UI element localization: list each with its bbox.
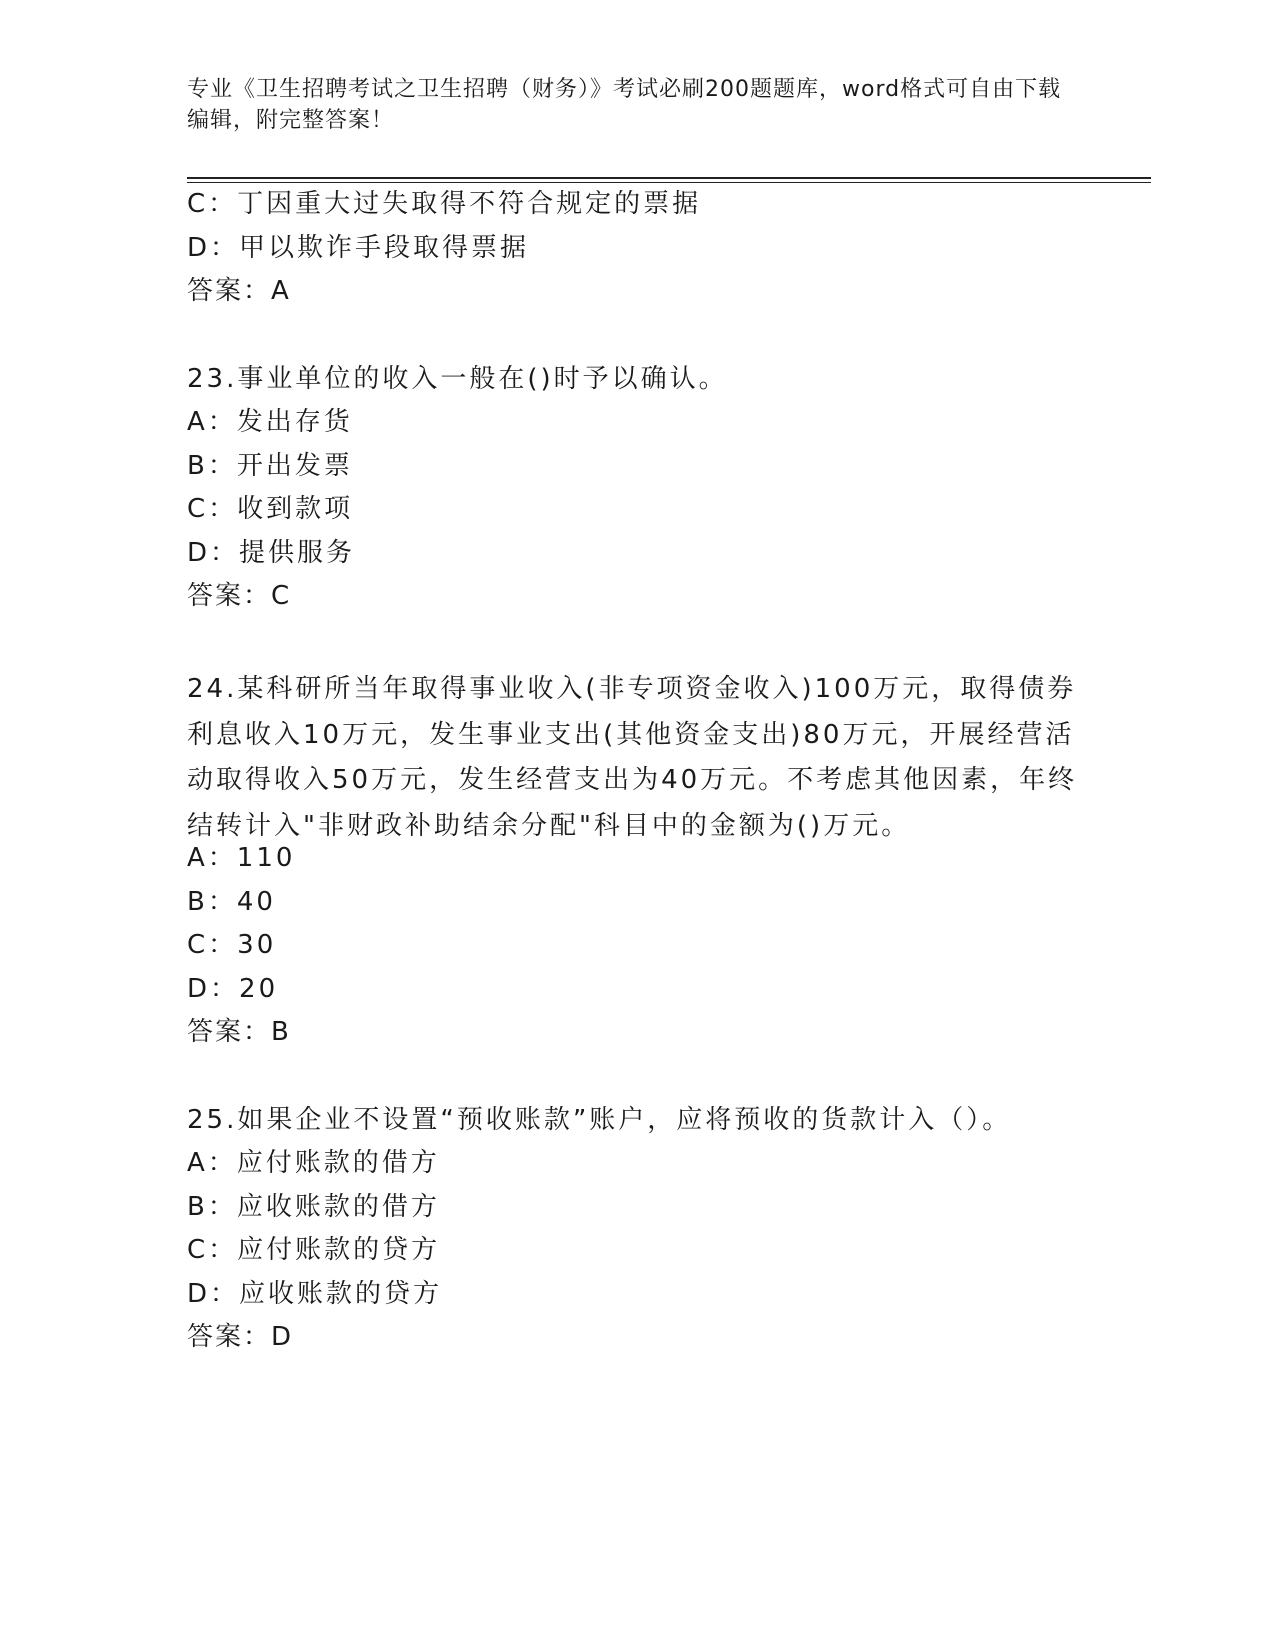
- q23-option-b: B：开出发票: [187, 451, 353, 481]
- q25-option-a: A：应付账款的借方: [187, 1148, 440, 1178]
- q25-option-d: D：应收账款的贷方: [187, 1279, 443, 1309]
- q23-option-a: A：发出存货: [187, 407, 353, 437]
- prev-option-d: D：甲以欺诈手段取得票据: [187, 233, 530, 263]
- q23-answer: 答案：C: [187, 581, 292, 611]
- q24-answer: 答案：B: [187, 1017, 291, 1047]
- q23-text: 23.事业单位的收入一般在()时予以确认。: [187, 364, 728, 394]
- q23-option-c: C：收到款项: [187, 494, 354, 524]
- q25-option-b: B：应收账款的借方: [187, 1192, 440, 1222]
- q24-option-c: C：30: [187, 930, 277, 960]
- prev-answer: 答案：A: [187, 276, 291, 306]
- q24-option-b: B：40: [187, 887, 276, 917]
- q25-option-c: C：应付账款的贷方: [187, 1235, 441, 1265]
- q25-answer: 答案：D: [187, 1322, 294, 1352]
- q24-option-a: A：110: [187, 843, 296, 873]
- header-rule-thick: [187, 177, 1151, 179]
- q24-text: 24.某科研所当年取得事业收入(非专项资金收入)100万元，取得债券利息收入10万元，发生事业支出(其他资金支出)80万元，开展经营活动取得收入50万元，发生经营支出为40万元。不考虑其他因素，年终结转计入"非财政补助结余分配"科目中的金额为()万元。: [187, 674, 1078, 841]
- prev-option-c: C：丁因重大过失取得不符合规定的票据: [187, 189, 702, 219]
- q25-text: 25.如果企业不设置“预收账款”账户，应将预收的货款计入（）。: [187, 1105, 1012, 1135]
- header-rule-thin: [187, 182, 1151, 183]
- document-header: 专业《卫生招聘考试之卫生招聘（财务）》考试必刷200题题库，word格式可自由下载编辑，附完整答案！: [187, 77, 1062, 133]
- q23-option-d: D：提供服务: [187, 538, 356, 568]
- q24-option-d: D：20: [187, 974, 279, 1004]
